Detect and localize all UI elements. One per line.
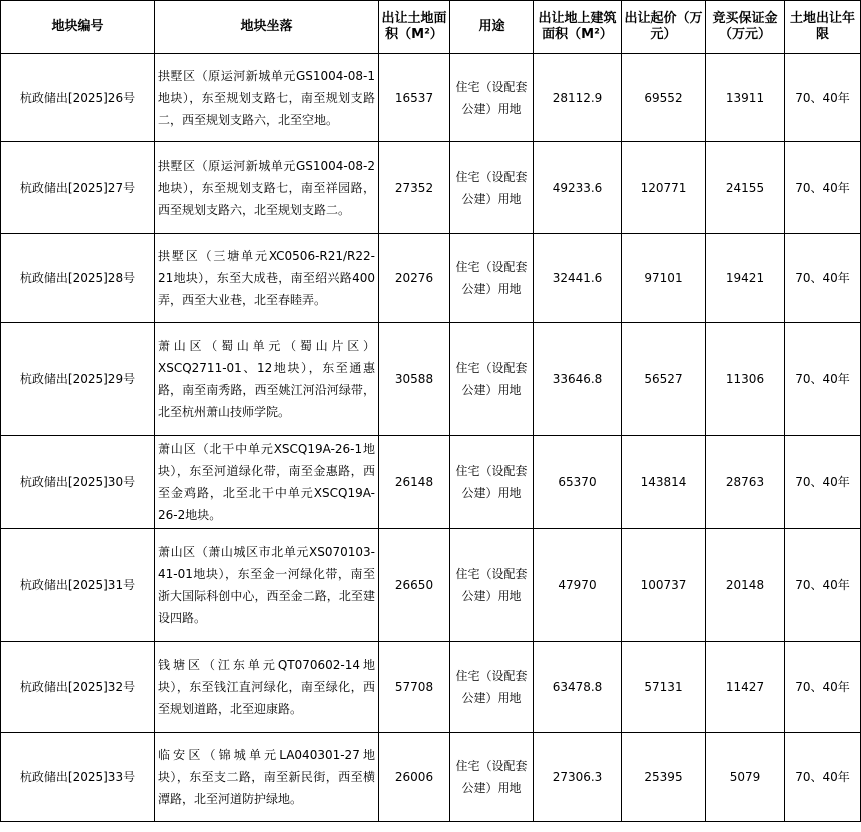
cell-term: 70、40年 — [785, 323, 861, 436]
cell-floor-area: 28112.9 — [534, 54, 622, 142]
cell-area: 26148 — [379, 436, 450, 529]
cell-area: 26650 — [379, 529, 450, 642]
cell-location: 拱墅区（原运河新城单元GS1004-08-2地块），东至规划支路七，南至祥园路，西至规划支路六，北至规划支路二。 — [155, 142, 379, 234]
table-row — [1, 234, 861, 323]
cell-code: 杭政储出[2025]31号 — [1, 529, 155, 642]
cell-usage: 住宅（设配套公建）用地 — [450, 733, 534, 822]
cell-usage: 住宅（设配套公建）用地 — [450, 529, 534, 642]
cell-location: 萧山区（蜀山单元（蜀山片区）XSCQ2711-01、12地块），东至通惠路，南至南秀路，西至姚江河沿河绿带，北至杭州萧山技师学院。 — [155, 323, 379, 436]
table-row — [1, 529, 861, 642]
cell-deposit: 19421 — [706, 234, 785, 323]
cell-area: 30588 — [379, 323, 450, 436]
cell-term: 70、40年 — [785, 733, 861, 822]
cell-deposit: 5079 — [706, 733, 785, 822]
header-code: 地块编号 — [1, 1, 155, 54]
header-area: 出让土地面积（M²） — [379, 1, 450, 54]
cell-deposit: 13911 — [706, 54, 785, 142]
header-term: 土地出让年限 — [785, 1, 861, 54]
cell-code: 杭政储出[2025]33号 — [1, 733, 155, 822]
header-floor-area: 出让地上建筑面积（M²） — [534, 1, 622, 54]
cell-deposit: 24155 — [706, 142, 785, 234]
cell-location: 萧山区（北干中单元XSCQ19A-26-1地块），东至河道绿化带，南至金惠路，西至金鸡路，北至北干中单元XSCQ19A-26-2地块。 — [155, 436, 379, 529]
cell-deposit: 11427 — [706, 642, 785, 733]
header-deposit: 竞买保证金（万元） — [706, 1, 785, 54]
cell-usage: 住宅（设配套公建）用地 — [450, 436, 534, 529]
cell-location: 临安区（锦城单元LA040301-27地块），东至支二路，南至新民街，西至横潭路，北至河道防护绿地。 — [155, 733, 379, 822]
cell-location: 拱墅区（三塘单元XC0506-R21/R22-21地块），东至大成巷，南至绍兴路400弄，西至大业巷，北至春睦弄。 — [155, 234, 379, 323]
cell-floor-area: 47970 — [534, 529, 622, 642]
cell-deposit: 20148 — [706, 529, 785, 642]
cell-usage: 住宅（设配套公建）用地 — [450, 142, 534, 234]
cell-code: 杭政储出[2025]32号 — [1, 642, 155, 733]
cell-floor-area: 49233.6 — [534, 142, 622, 234]
header-start-price: 出让起价（万元） — [622, 1, 706, 54]
cell-location: 萧山区（萧山城区市北单元XS070103-41-01地块），东至金一河绿化带，南至浙大国际科创中心，西至金二路，北至建设四路。 — [155, 529, 379, 642]
cell-floor-area: 65370 — [534, 436, 622, 529]
table-row — [1, 642, 861, 733]
cell-deposit: 11306 — [706, 323, 785, 436]
cell-area: 26006 — [379, 733, 450, 822]
cell-code: 杭政储出[2025]27号 — [1, 142, 155, 234]
cell-start-price: 120771 — [622, 142, 706, 234]
cell-start-price: 57131 — [622, 642, 706, 733]
table-row — [1, 436, 861, 529]
cell-term: 70、40年 — [785, 642, 861, 733]
cell-term: 70、40年 — [785, 142, 861, 234]
cell-area: 20276 — [379, 234, 450, 323]
cell-area: 27352 — [379, 142, 450, 234]
header-row — [1, 1, 861, 54]
cell-location: 钱塘区（江东单元QT070602-14地块），东至钱江直河绿化，南至绿化，西至规划道路，北至迎康路。 — [155, 642, 379, 733]
cell-area: 16537 — [379, 54, 450, 142]
cell-term: 70、40年 — [785, 529, 861, 642]
cell-floor-area: 33646.8 — [534, 323, 622, 436]
cell-term: 70、40年 — [785, 234, 861, 323]
cell-start-price: 56527 — [622, 323, 706, 436]
cell-location: 拱墅区（原运河新城单元GS1004-08-1地块），东至规划支路七，南至规划支路二，西至规划支路六，北至空地。 — [155, 54, 379, 142]
cell-start-price: 100737 — [622, 529, 706, 642]
cell-deposit: 28763 — [706, 436, 785, 529]
cell-start-price: 69552 — [622, 54, 706, 142]
cell-area: 57708 — [379, 642, 450, 733]
cell-usage: 住宅（设配套公建）用地 — [450, 54, 534, 142]
cell-code: 杭政储出[2025]30号 — [1, 436, 155, 529]
cell-floor-area: 63478.8 — [534, 642, 622, 733]
cell-start-price: 25395 — [622, 733, 706, 822]
cell-usage: 住宅（设配套公建）用地 — [450, 323, 534, 436]
cell-term: 70、40年 — [785, 436, 861, 529]
cell-floor-area: 27306.3 — [534, 733, 622, 822]
table-row — [1, 142, 861, 234]
table-row — [1, 54, 861, 142]
header-location: 地块坐落 — [155, 1, 379, 54]
cell-term: 70、40年 — [785, 54, 861, 142]
table-row — [1, 323, 861, 436]
header-usage: 用途 — [450, 1, 534, 54]
cell-floor-area: 32441.6 — [534, 234, 622, 323]
cell-code: 杭政储出[2025]26号 — [1, 54, 155, 142]
cell-start-price: 97101 — [622, 234, 706, 323]
table-row — [1, 733, 861, 822]
cell-usage: 住宅（设配套公建）用地 — [450, 234, 534, 323]
cell-start-price: 143814 — [622, 436, 706, 529]
cell-code: 杭政储出[2025]28号 — [1, 234, 155, 323]
cell-code: 杭政储出[2025]29号 — [1, 323, 155, 436]
cell-usage: 住宅（设配套公建）用地 — [450, 642, 534, 733]
